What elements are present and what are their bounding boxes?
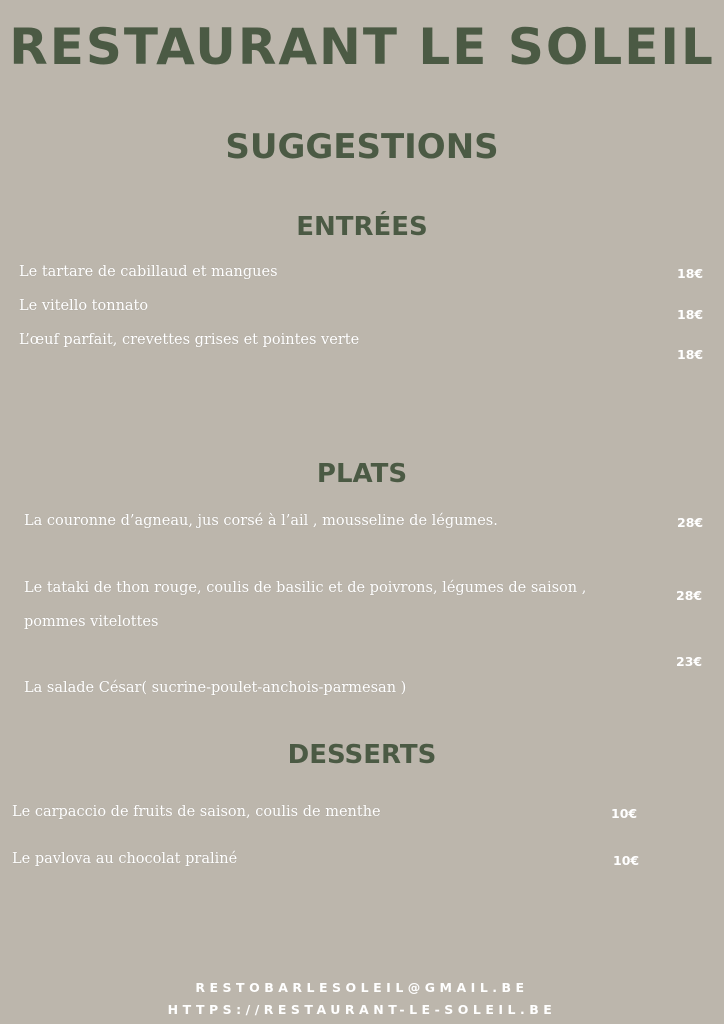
restaurant-title: RESTAURANT LE SOLEIL	[9, 18, 715, 76]
plat-item-name-continued: pommes vitelottes	[24, 614, 159, 630]
plat-item-price: 23€	[676, 654, 703, 669]
dessert-item-name: Le carpaccio de fruits de saison, coulis de menthe	[12, 804, 381, 820]
footer-email: RESTOBARLESOLEIL@GMAIL.BE	[195, 980, 529, 995]
entrees-heading: ENTRÉES	[296, 212, 428, 242]
desserts-heading: DESSERTS	[287, 740, 437, 770]
entree-item-price: 18€	[677, 347, 704, 362]
suggestions-heading: SUGGESTIONS	[225, 127, 499, 167]
entree-item-name: L’œuf parfait, crevettes grises et pointes verte	[19, 332, 360, 348]
dessert-item-name: Le pavlova au chocolat praliné	[12, 851, 238, 867]
plats-heading: PLATS	[316, 459, 408, 489]
plat-item-name: La couronne d’agneau, jus corsé à l’ail , mousseline de légumes.	[24, 513, 498, 529]
entree-item-price: 18€	[677, 266, 704, 281]
plat-item-name: La salade César( sucrine-poulet-anchois-parmesan )	[24, 680, 407, 696]
plat-item-name: Le tataki de thon rouge, coulis de basilic et de poivrons, légumes de saison ,	[24, 580, 587, 596]
entree-item-name: Le vitello tonnato	[19, 298, 149, 314]
footer-website: HTTPS://RESTAURANT-LE-SOLEIL.BE	[167, 1002, 557, 1017]
plat-item-price: 28€	[676, 588, 703, 603]
entree-item-price: 18€	[677, 307, 704, 322]
dessert-item-price: 10€	[611, 806, 638, 821]
entree-item-name: Le tartare de cabillaud et mangues	[19, 264, 278, 280]
dessert-item-price: 10€	[613, 853, 640, 868]
plat-item-price: 28€	[677, 515, 704, 530]
